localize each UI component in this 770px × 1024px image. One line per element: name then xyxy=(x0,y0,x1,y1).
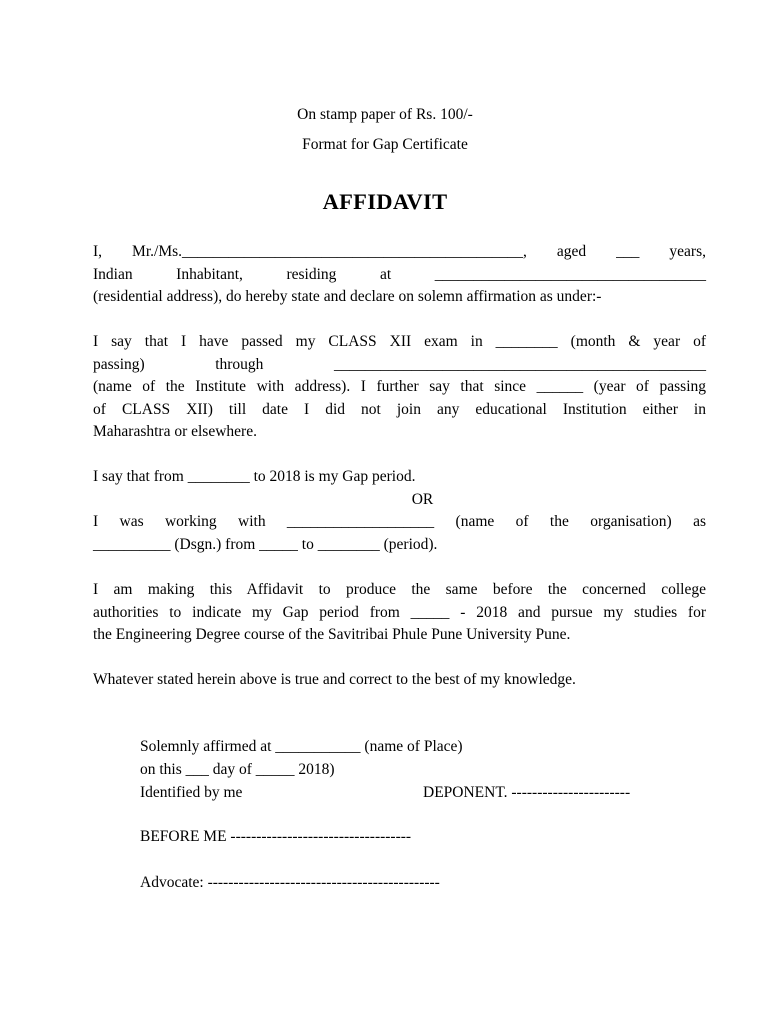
purpose-paragraph xyxy=(93,579,706,647)
before-me-line: BEFORE ME ----------------------------------- xyxy=(140,828,412,845)
paragraph-line: passing) through ________________________________________________ xyxy=(93,355,706,373)
paragraph-line: the Engineering Degree course of the Savitribai Phule Pune University Pune. xyxy=(93,626,571,643)
paragraph-line: Whatever stated herein above is true and correct to the best of my knowledge. xyxy=(93,671,576,688)
paragraph-line: of CLASS XII) till date I did not join any educational Institution either in xyxy=(93,400,706,418)
paragraph-line: (name of the Institute with address). I further say that since ______ (year of passing xyxy=(93,378,706,395)
paragraph-line: I, Mr./Ms.____________________________________________, aged ___ years, xyxy=(93,243,706,260)
format-note: Format for Gap Certificate xyxy=(302,136,468,153)
truth-statement xyxy=(93,669,706,692)
or-separator: OR xyxy=(411,490,434,508)
paragraph-line: __________ (Dsgn.) from _____ to ________ (period). xyxy=(93,535,438,553)
gap-period-paragraph xyxy=(93,466,706,556)
paragraph-line: Indian Inhabitant, residing at ___________________________________ xyxy=(93,265,706,283)
paragraph-line: I was working with ___________________ (name of the organisation) as xyxy=(93,513,706,530)
date-line: on this ___ day of _____ 2018) xyxy=(140,761,335,778)
solemnly-affirmed-line: Solemnly affirmed at ___________ (name of Place) xyxy=(140,738,463,755)
class-xii-paragraph xyxy=(93,331,706,444)
paragraph-line: I am making this Affidavit to produce the same before the concerned college xyxy=(93,581,706,598)
paragraph-line: I say that from ________ to 2018 is my Gap period. xyxy=(93,468,416,485)
paragraph-line: authorities to indicate my Gap period from _____ - 2018 and pursue my studies for xyxy=(93,603,706,621)
deponent-signature-line: DEPONENT. ----------------------- xyxy=(423,784,631,801)
stamp-paper-note: On stamp paper of Rs. 100/- xyxy=(297,106,473,123)
document-title: AFFIDAVIT xyxy=(322,189,448,214)
identified-by-line: Identified by me xyxy=(140,784,243,801)
advocate-line: Advocate: --------------------------------------------- xyxy=(140,874,440,891)
declarant-paragraph xyxy=(93,241,706,309)
paragraph-line: (residential address), do hereby state and declare on solemn affirmation as under:- xyxy=(93,288,602,305)
paragraph-line: I say that I have passed my CLASS XII exam in ________ (month & year of xyxy=(93,333,706,350)
paragraph-line: Maharashtra or elsewhere. xyxy=(93,423,257,440)
